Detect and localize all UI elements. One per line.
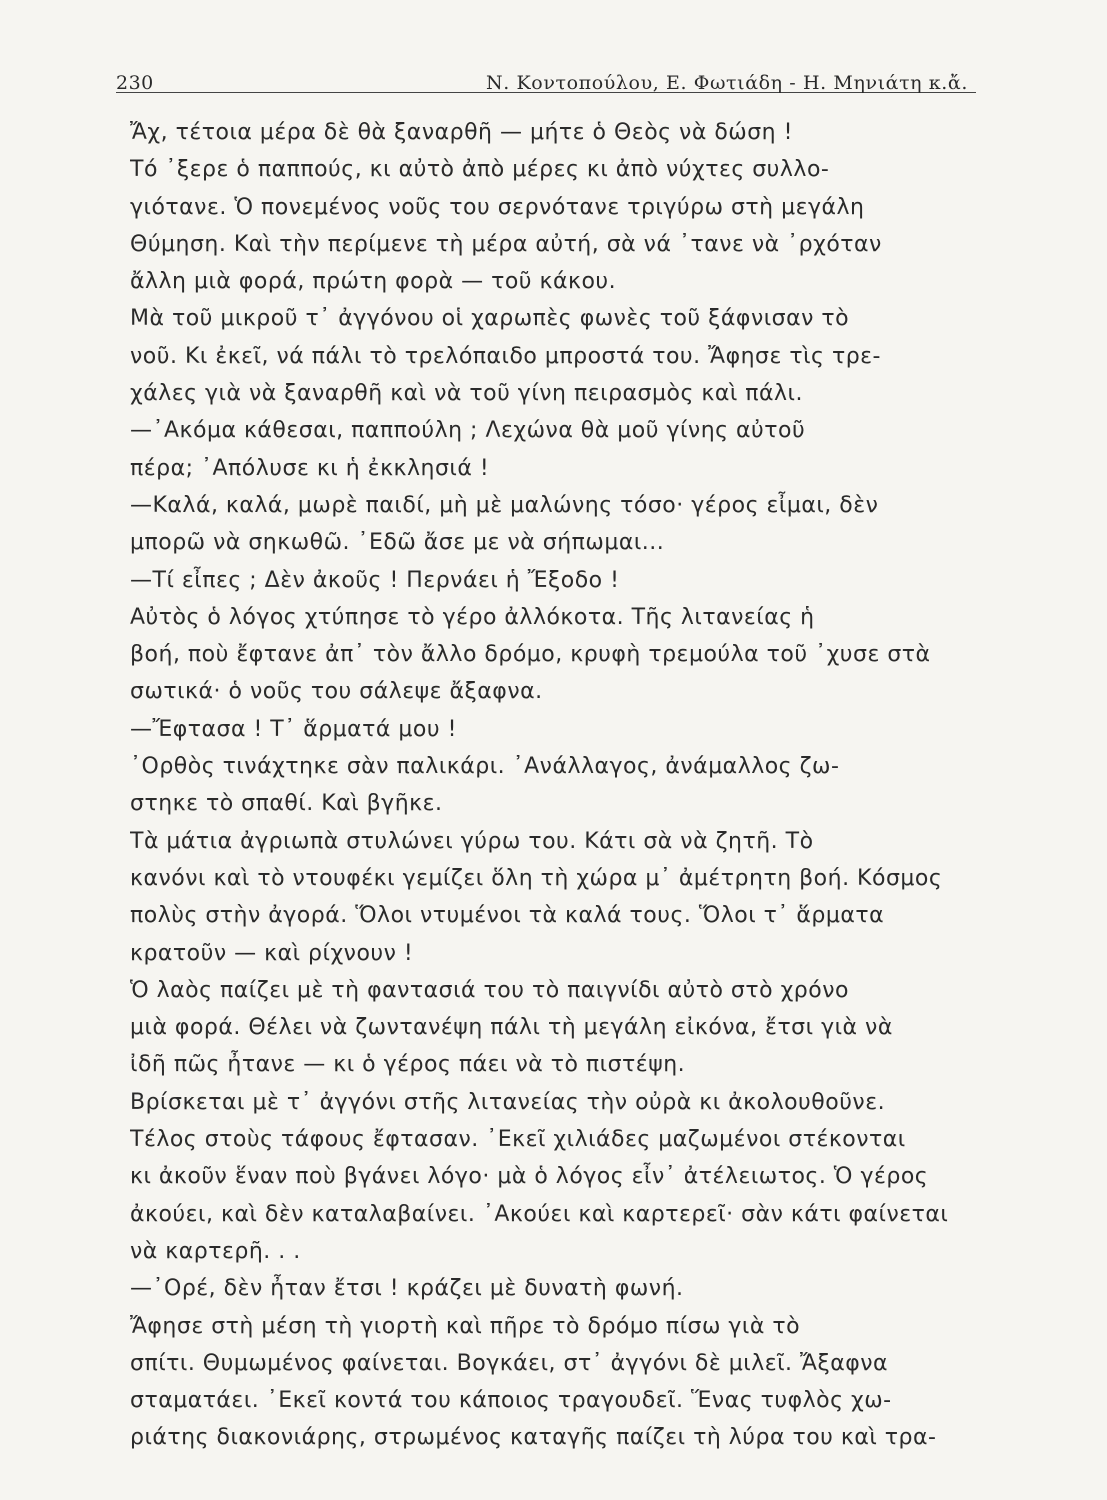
text-line: κανόνι καὶ τὸ ντουφέκι γεμίζει ὅλη τὴ χώρα μ᾽ ἀμέτρητη βοή. Κόσμος	[130, 865, 943, 891]
text-line: —᾽Ορέ, δὲν ἦταν ἔτσι ! κράζει μὲ δυνατὴ φωνή.	[130, 1276, 684, 1302]
text-line: σπίτι. Θυμωμένος φαίνεται. Βογκάει, στ᾽ ἀγγόνι δὲ μιλεῖ. Ἄξαφνα	[130, 1350, 889, 1376]
page-number: 230	[116, 72, 154, 94]
running-head: Ν. Κοντοπούλου, Ε. Φωτιάδη - Η. Μηνιάτη κ.ἄ.	[486, 72, 968, 94]
text-line: Τό ᾽ξερε ὁ παππούς, κι αὐτὸ ἀπὸ μέρες κι ἀπὸ νύχτες συλλο-	[130, 157, 830, 183]
text-line: νοῦ. Κι ἐκεῖ, νά πάλι τὸ τρελόπαιδο μπροστά του. Ἄφησε τὶς τρε-	[130, 343, 881, 369]
text-line: Ἄφησε στὴ μέση τὴ γιορτὴ καὶ πῆρε τὸ δρόμο πίσω γιὰ τὸ	[130, 1313, 801, 1339]
page-header	[116, 58, 976, 93]
text-line: —Ἔφτασα ! Τ᾽ ἅρματά μου !	[130, 716, 457, 742]
text-line: ᾽Ορθὸς τινάχτηκε σὰν παλικάρι. ᾽Ανάλλαγος, ἀνάμαλλος ζω-	[130, 754, 840, 780]
text-line: σταματάει. ᾽Εκεῖ κοντά του κάποιος τραγουδεῖ. Ἕνας τυφλὸς χω-	[130, 1388, 892, 1414]
text-line: —᾽Ακόμα κάθεσαι, παππούλη ; Λεχώνα θὰ μοῦ γίνης αὐτοῦ	[130, 418, 806, 444]
text-line: Τέλος στοὺς τάφους ἔφτασαν. ᾽Εκεῖ χιλιάδες μαζωμένοι στέκονται	[130, 1127, 906, 1153]
text-line: Ἄχ, τέτοια μέρα δὲ θὰ ξαναρθῆ — μήτε ὁ Θεὸς νὰ δώση !	[130, 120, 793, 145]
text-line: Ὁ λαὸς παίζει μὲ τὴ φαντασιά του τὸ παιγνίδι αὐτὸ στὸ χρόνο	[130, 977, 849, 1003]
text-line: μιὰ φορά. Θέλει νὰ ζωντανέψη πάλι τὴ μεγάλη εἰκόνα, ἔτσι γιὰ νὰ	[130, 1015, 893, 1041]
text-line: ἄλλη μιὰ φορά, πρώτη φορὰ — τοῦ κάκου.	[130, 269, 617, 295]
text-line: —Τί εἶπες ; Δὲν ἀκοῦς ! Περνάει ἡ Ἔξοδο !	[130, 567, 620, 593]
text-line: —Καλά, καλά, μωρὲ παιδί, μὴ μὲ μαλώνης τόσο· γέρος εἶμαι, δὲν	[130, 492, 879, 518]
text-line: στηκε τὸ σπαθί. Καὶ βγῆκε.	[130, 791, 443, 817]
text-line: νὰ καρτερῆ. . .	[130, 1238, 301, 1264]
body-text	[130, 114, 1000, 1457]
text-line: κρατοῦν — καὶ ρίχνουν !	[130, 940, 414, 966]
text-line: χάλες γιὰ νὰ ξαναρθῆ καὶ νὰ τοῦ γίνη πειρασμὸς καὶ πάλι.	[130, 381, 803, 407]
text-line: γιότανε. Ὁ πονεμένος νοῦς του σερνότανε τριγύρω στὴ μεγάλη	[130, 194, 865, 220]
text-line: Τὰ μάτια ἀγριωπὰ στυλώνει γύρω του. Κάτι σὰ νὰ ζητῆ. Τὸ	[130, 828, 814, 854]
text-line: ἰδῆ πῶς ἦτανε — κι ὁ γέρος πάει νὰ τὸ πιστέψη.	[130, 1052, 686, 1078]
text-line: Βρίσκεται μὲ τ᾽ ἀγγόνι στῆς λιτανείας τὴν οὐρὰ κι ἀκολουθοῦνε.	[130, 1089, 886, 1115]
text-line: Μὰ τοῦ μικροῦ τ᾽ ἀγγόνου οἱ χαρωπὲς φωνὲς τοῦ ξάφνισαν τὸ	[130, 306, 850, 332]
text-line: ἀκούει, καὶ δὲν καταλαβαίνει. ᾽Ακούει καὶ καρτερεῖ· σὰν κάτι φαίνεται	[130, 1201, 949, 1227]
text-line: πολὺς στὴν ἀγορά. Ὅλοι ντυμένοι τὰ καλά τους. Ὅλοι τ᾽ ἅρματα	[130, 903, 885, 929]
text-line: μπορῶ νὰ σηκωθῶ. ᾽Εδῶ ἄσε με νὰ σήπωμαι...	[130, 530, 665, 556]
text-line: Θύμηση. Καὶ τὴν περίμενε τὴ μέρα αὐτή, σὰ νά ᾽τανε νὰ ᾽ρχόταν	[130, 231, 882, 257]
text-line: πέρα; ᾽Απόλυσε κι ἡ ἐκκλησιά !	[130, 455, 490, 481]
text-line: κι ἀκοῦν ἕναν ποὺ βγάνει λόγο· μὰ ὁ λόγος εἶν᾽ ἀτέλειωτος. Ὁ γέρος	[130, 1164, 929, 1190]
text-line: βοή, ποὺ ἔφτανε ἀπ᾽ τὸν ἄλλο δρόμο, κρυφὴ τρεμούλα τοῦ ᾽χυσε στὰ	[130, 642, 931, 668]
text-line: ριάτης διακονιάρης, στρωμένος καταγῆς παίζει τὴ λύρα του καὶ τρα-	[130, 1425, 937, 1451]
text-line: Αὐτὸς ὁ λόγος χτύπησε τὸ γέρο ἀλλόκοτα. Τῆς λιτανείας ἡ	[130, 604, 815, 630]
text-line: σωτικά· ὁ νοῦς του σάλεψε ἄξαφνα.	[130, 679, 543, 705]
